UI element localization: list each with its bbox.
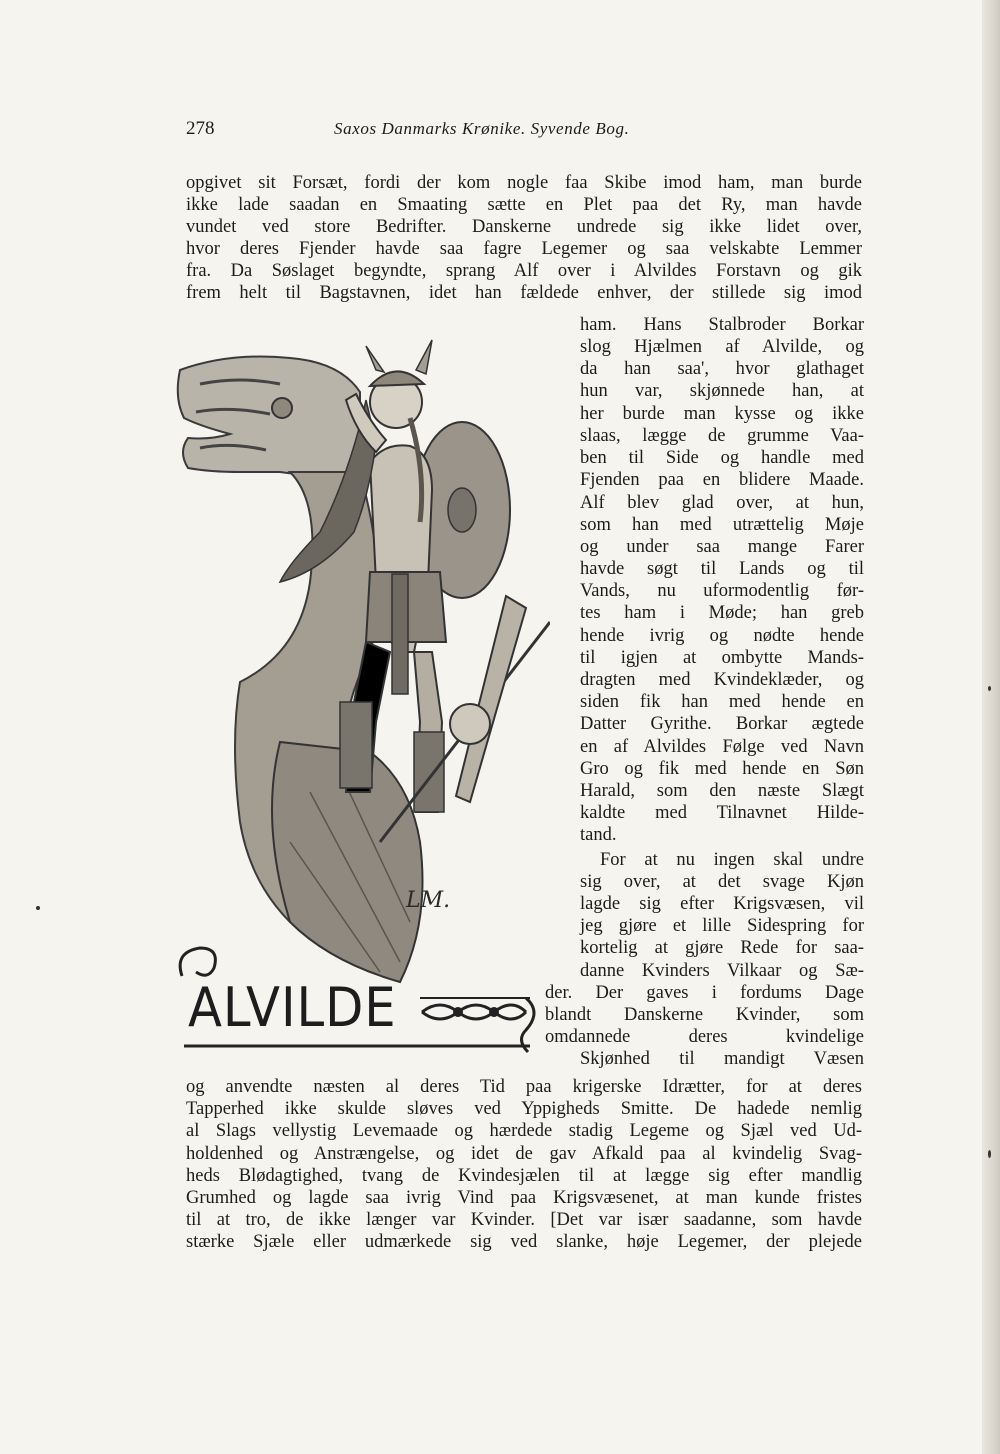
text-line: omdannede deres kvindelige: [545, 1027, 864, 1047]
text-line: slog Hjælmen af Alvilde, og: [580, 337, 864, 357]
scan-speck: [988, 686, 991, 691]
text-line: her burde man kysse og ikke: [580, 404, 864, 424]
text-line: Grumhed og lagde saa ivrig Vind paa Krigsvæsenet, at man kunde fristes: [186, 1188, 862, 1208]
text-line: danne Kvinders Vilkaar og Sæ-: [580, 961, 864, 981]
alvilde-illustration: [170, 322, 550, 1090]
text-line: ikke lade saadan en Smaating sætte en Plet paa det Ry, man havde: [186, 195, 862, 215]
text-line: som han med utrættelig Møje: [580, 515, 864, 535]
page-edge-shadow: [982, 0, 1000, 1454]
text-line: ben til Side og handle med: [580, 448, 864, 468]
text-line: slaas, lægge de grumme Vaa-: [580, 426, 864, 446]
text-line: Harald, som den næste Slægt: [580, 781, 864, 801]
text-line: heds Blødagtighed, tvang de Kvindesjælen til at lægge sig efter mandlig: [186, 1166, 862, 1186]
text-line: Alf blev glad over, at hun,: [580, 493, 864, 513]
text-line: kortelig at gjøre Rede for saa-: [580, 938, 864, 958]
text-line: Gro og fik med hende en Søn: [580, 759, 864, 779]
text-line: til igjen at ombytte Mands-: [580, 648, 864, 668]
artist-monogram: LM.: [406, 888, 451, 913]
text-line: sig over, at det svage Kjøn: [580, 872, 864, 892]
text-line: dragten med Kvindeklæder, og: [580, 670, 864, 690]
illustration-title: ALVILDE: [188, 976, 397, 1039]
text-line: en af Alvildes Følge ved Navn: [580, 737, 864, 757]
text-line: blandt Danskerne Kvinder, som: [545, 1005, 864, 1025]
running-title: Saxos Danmarks Krønike. Syvende Bog.: [334, 119, 630, 138]
text-line: der. Der gaves i fordums Dage: [545, 983, 864, 1003]
text-line: frem helt til Bagstavnen, idet han fældede enhver, der stillede sig imod: [186, 283, 862, 303]
text-line: og under saa mange Farer: [580, 537, 864, 557]
text-line: Vands, nu uformodentlig før-: [580, 581, 864, 601]
text-line: lagde sig efter Krigsvæsen, vil: [580, 894, 864, 914]
text-line: fra. Da Søslaget begyndte, sprang Alf over i Alvildes Forstavn og gik: [186, 261, 862, 281]
text-line: havde søgt til Lands og til: [580, 559, 864, 579]
text-line: For at nu ingen skal undre: [600, 850, 864, 870]
text-line: Datter Gyrithe. Borkar ægtede: [580, 714, 864, 734]
text-line: holdenhed og Anstrængelse, og idet de gav Afkald paa al kvindelig Svag-: [186, 1144, 862, 1164]
text-line: og anvendte næsten al deres Tid paa krigerske Idrætter, for at deres: [186, 1077, 862, 1097]
text-line: hvor deres Fjender havde saa fagre Legemer og saa velskabte Lemmer: [186, 239, 862, 259]
text-line: hun var, skjønnede han, at: [580, 381, 864, 401]
text-line: hende ivrig og nødte hende: [580, 626, 864, 646]
text-line: ham. Hans Stalbroder Borkar: [580, 315, 864, 335]
text-line: opgivet sit Forsæt, fordi der kom nogle faa Skibe imod ham, man burde: [186, 173, 862, 193]
text-line: tand.: [580, 825, 617, 845]
text-line: al Slags vellystig Levemaade og hærdede stadig Legeme og Sjæl ved Ud-: [186, 1121, 862, 1141]
text-line: da han saa', hvor glathaget: [580, 359, 864, 379]
text-line: til at tro, de ikke længer var Kvinder. [Det var især saadanne, som havde: [186, 1210, 862, 1230]
text-line: stærke Sjæle eller udmærkede sig ved slanke, høje Legemer, der plejede: [186, 1232, 862, 1252]
text-line: jeg gjøre et lille Sidespring for: [580, 916, 864, 936]
scan-speck: [36, 906, 40, 910]
text-line: vundet ved store Bedrifter. Danskerne undrede sig ikke lidet over,: [186, 217, 862, 237]
text-line: siden fik han med hende en: [580, 692, 864, 712]
running-head: [186, 118, 862, 142]
text-line: tes ham i Møde; han greb: [580, 603, 864, 623]
text-line: kaldte med Tilnavnet Hilde-: [580, 803, 864, 823]
text-line: Skjønhed til mandigt Væsen: [580, 1049, 864, 1069]
page-number: 278: [186, 118, 215, 139]
text-line: Tapperhed ikke skulde sløves ved Yppigheds Smitte. De hadede nemlig: [186, 1099, 862, 1119]
scan-speck: [988, 1150, 991, 1158]
text-line: Fjenden paa en blidere Maade.: [580, 470, 864, 490]
